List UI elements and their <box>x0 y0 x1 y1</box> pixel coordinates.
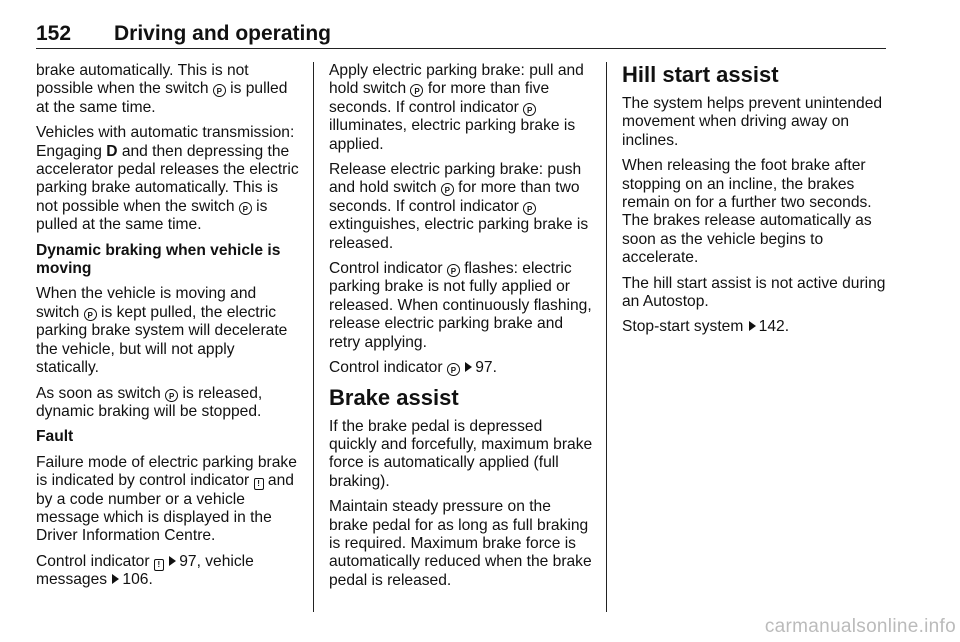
paragraph: When releasing the foot brake after stopping on an incline, the brakes remain on for a further two seconds. The brakes release automatically as soon as the vehicle begins to accelerate. <box>622 157 872 267</box>
parking-brake-icon: P <box>523 103 536 116</box>
column-divider-2 <box>606 62 607 612</box>
page-link[interactable]: 106 <box>122 571 149 589</box>
page-link[interactable]: 142 <box>758 318 785 336</box>
parking-brake-icon: P <box>213 84 226 97</box>
paragraph: When the vehicle is moving and switch P is kept pulled, the electric parking brake system will decelerate the vehicle, but will not apply statically. <box>36 285 288 377</box>
parking-brake-icon: P <box>447 264 460 277</box>
cross-reference-arrow-icon <box>465 362 472 372</box>
parking-brake-icon: P <box>441 183 454 196</box>
subheading-fault: Fault <box>36 428 74 446</box>
paragraph: If the brake pedal is depressed quickly and forcefully, maximum brake force is automatically applied (full braking). <box>329 417 593 490</box>
paragraph: Control indicator ! 97, vehicle messages 106. <box>36 552 254 589</box>
paragraph: Control indicator P 97. <box>329 359 497 377</box>
running-title: Driving and operating <box>114 22 332 45</box>
parking-brake-icon: P <box>410 84 423 97</box>
column-3 <box>622 62 888 344</box>
paragraph: Maintain steady pressure on the brake pedal for as long as full braking is required. Maximum brake force is automatically reduced when the brake pedal is released. <box>329 498 592 589</box>
subheading-dynamic-braking: Dynamic braking when vehicle is moving <box>36 241 281 278</box>
parking-brake-icon: P <box>84 308 97 321</box>
paragraph: The system helps prevent unintended movement when driving away on inclines. <box>622 95 883 149</box>
paragraph: Failure mode of electric parking brake is indicated by control indicator ! and by a code number or a vehicle message which is displayed in the Driver Information Centre. <box>36 453 297 545</box>
paragraph: As soon as switch P is released, dynamic braking will be stopped. <box>36 384 263 420</box>
parking-brake-icon: P <box>447 363 460 376</box>
paragraph: The hill start assist is not active during an Autostop. <box>622 274 886 311</box>
cross-reference-arrow-icon <box>112 574 119 584</box>
page-link[interactable]: 97 <box>475 359 493 377</box>
paragraph: Release electric parking brake: push and hold switch P for more than two seconds. If control indicator P extinguishes, electric parking brake is released. <box>329 161 589 252</box>
cross-reference-arrow-icon <box>749 321 756 331</box>
page-header <box>36 22 886 48</box>
parking-brake-icon: P <box>523 202 536 215</box>
column-divider-1 <box>313 62 314 612</box>
paragraph: Vehicles with automatic transmission: Engaging D and then depressing the accelerator pedal releases the electric parking brake automatically. This is not possible when the switch P is pulled at the same time. <box>36 124 299 234</box>
paragraph: Control indicator P flashes: electric parking brake is not fully applied or released. When continuously flashing, release electric parking brake and retry applying. <box>329 260 592 351</box>
parking-brake-icon: P <box>165 389 178 402</box>
paragraph: Stop-start system 142. <box>622 318 790 336</box>
heading-hill-start-assist: Hill start assist <box>622 62 779 87</box>
heading-brake-assist: Brake assist <box>329 384 459 410</box>
header-rule <box>36 48 886 49</box>
page-link[interactable]: 97 <box>179 552 197 570</box>
paragraph: Apply electric parking brake: pull and hold switch P for more than five seconds. If control indicator P illuminates, electric parking brake is applied. <box>329 62 584 153</box>
watermark: carmanualsonline.info <box>764 616 956 637</box>
fault-indicator-icon: ! <box>254 478 264 490</box>
fault-indicator-icon: ! <box>154 559 164 571</box>
page-number: 152 <box>36 22 72 45</box>
paragraph: brake automatically. This is not possible when the switch P is pulled at the same time. <box>36 62 288 116</box>
parking-brake-icon: P <box>239 202 252 215</box>
column-1 <box>36 62 300 597</box>
cross-reference-arrow-icon <box>169 556 176 566</box>
column-2 <box>329 62 593 597</box>
